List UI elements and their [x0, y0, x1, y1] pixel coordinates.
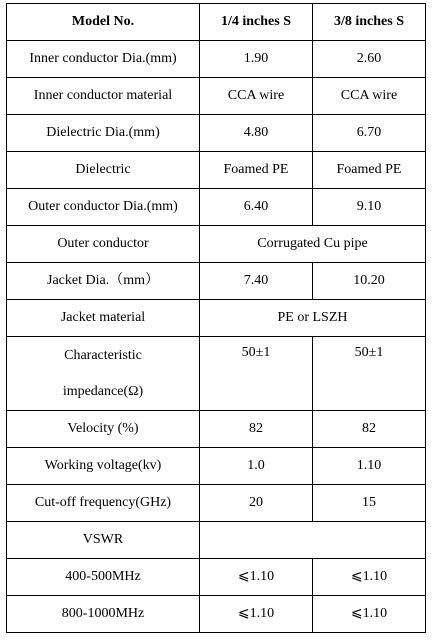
row-value: ⩽1.10: [313, 596, 426, 633]
row-value-merged: PE or LSZH: [200, 300, 426, 337]
table-row: [7, 485, 426, 522]
table-row: [7, 337, 426, 411]
table-row: [7, 448, 426, 485]
row-value: 10.20: [313, 263, 426, 300]
row-value: 50±1: [313, 337, 426, 411]
table-row: [7, 263, 426, 300]
header-model: Model No.: [7, 4, 200, 41]
row-value: ⩽1.10: [200, 596, 313, 633]
row-value: 7.40: [200, 263, 313, 300]
row-value: 50±1: [200, 337, 313, 411]
row-value: 1.90: [200, 41, 313, 78]
row-label: Jacket Dia.（mm）: [7, 263, 200, 300]
row-value: 2.60: [313, 41, 426, 78]
row-value-merged: Corrugated Cu pipe: [200, 226, 426, 263]
row-value: Foamed PE: [200, 152, 313, 189]
table-row: [7, 522, 426, 559]
row-value-empty: [200, 522, 426, 559]
row-value: 20: [200, 485, 313, 522]
table-row: [7, 115, 426, 152]
table-row: [7, 226, 426, 263]
row-value: 82: [313, 411, 426, 448]
row-value: 9.10: [313, 189, 426, 226]
table-row: [7, 596, 426, 633]
row-label: Velocity (%): [7, 411, 200, 448]
header-col-three-eighth-inch: 3/8 inches S: [313, 4, 426, 41]
row-label: 400-500MHz: [7, 559, 200, 596]
row-label: Dielectric Dia.(mm): [7, 115, 200, 152]
table-row: [7, 559, 426, 596]
table-row: [7, 152, 426, 189]
row-value: 15: [313, 485, 426, 522]
row-label: 800-1000MHz: [7, 596, 200, 633]
row-label-line: Characteristic: [64, 347, 142, 363]
spec-table: [6, 3, 426, 633]
row-value: Foamed PE: [313, 152, 426, 189]
row-label: Outer conductor Dia.(mm): [7, 189, 200, 226]
row-label: Working voltage(kv): [7, 448, 200, 485]
row-value: 1.0: [200, 448, 313, 485]
table-row: [7, 300, 426, 337]
row-value: ⩽1.10: [313, 559, 426, 596]
row-value: 6.40: [200, 189, 313, 226]
row-value: 82: [200, 411, 313, 448]
table-row: [7, 41, 426, 78]
row-label: Inner conductor material: [7, 78, 200, 115]
row-label: Inner conductor Dia.(mm): [7, 41, 200, 78]
row-value: CCA wire: [313, 78, 426, 115]
row-label: Cut-off frequency(GHz): [7, 485, 200, 522]
header-row: [7, 4, 426, 41]
table-row: [7, 78, 426, 115]
row-label-multiline: [7, 337, 200, 411]
row-label-line: impedance(Ω): [62, 383, 144, 399]
row-value: CCA wire: [200, 78, 313, 115]
row-label: Jacket material: [7, 300, 200, 337]
row-value: 1.10: [313, 448, 426, 485]
row-value: 4.80: [200, 115, 313, 152]
row-label: Outer conductor: [7, 226, 200, 263]
header-col-quarter-inch: 1/4 inches S: [200, 4, 313, 41]
table-row: [7, 189, 426, 226]
row-value: 6.70: [313, 115, 426, 152]
row-label: Dielectric: [7, 152, 200, 189]
table-row: [7, 411, 426, 448]
row-value: ⩽1.10: [200, 559, 313, 596]
row-label: VSWR: [7, 522, 200, 559]
